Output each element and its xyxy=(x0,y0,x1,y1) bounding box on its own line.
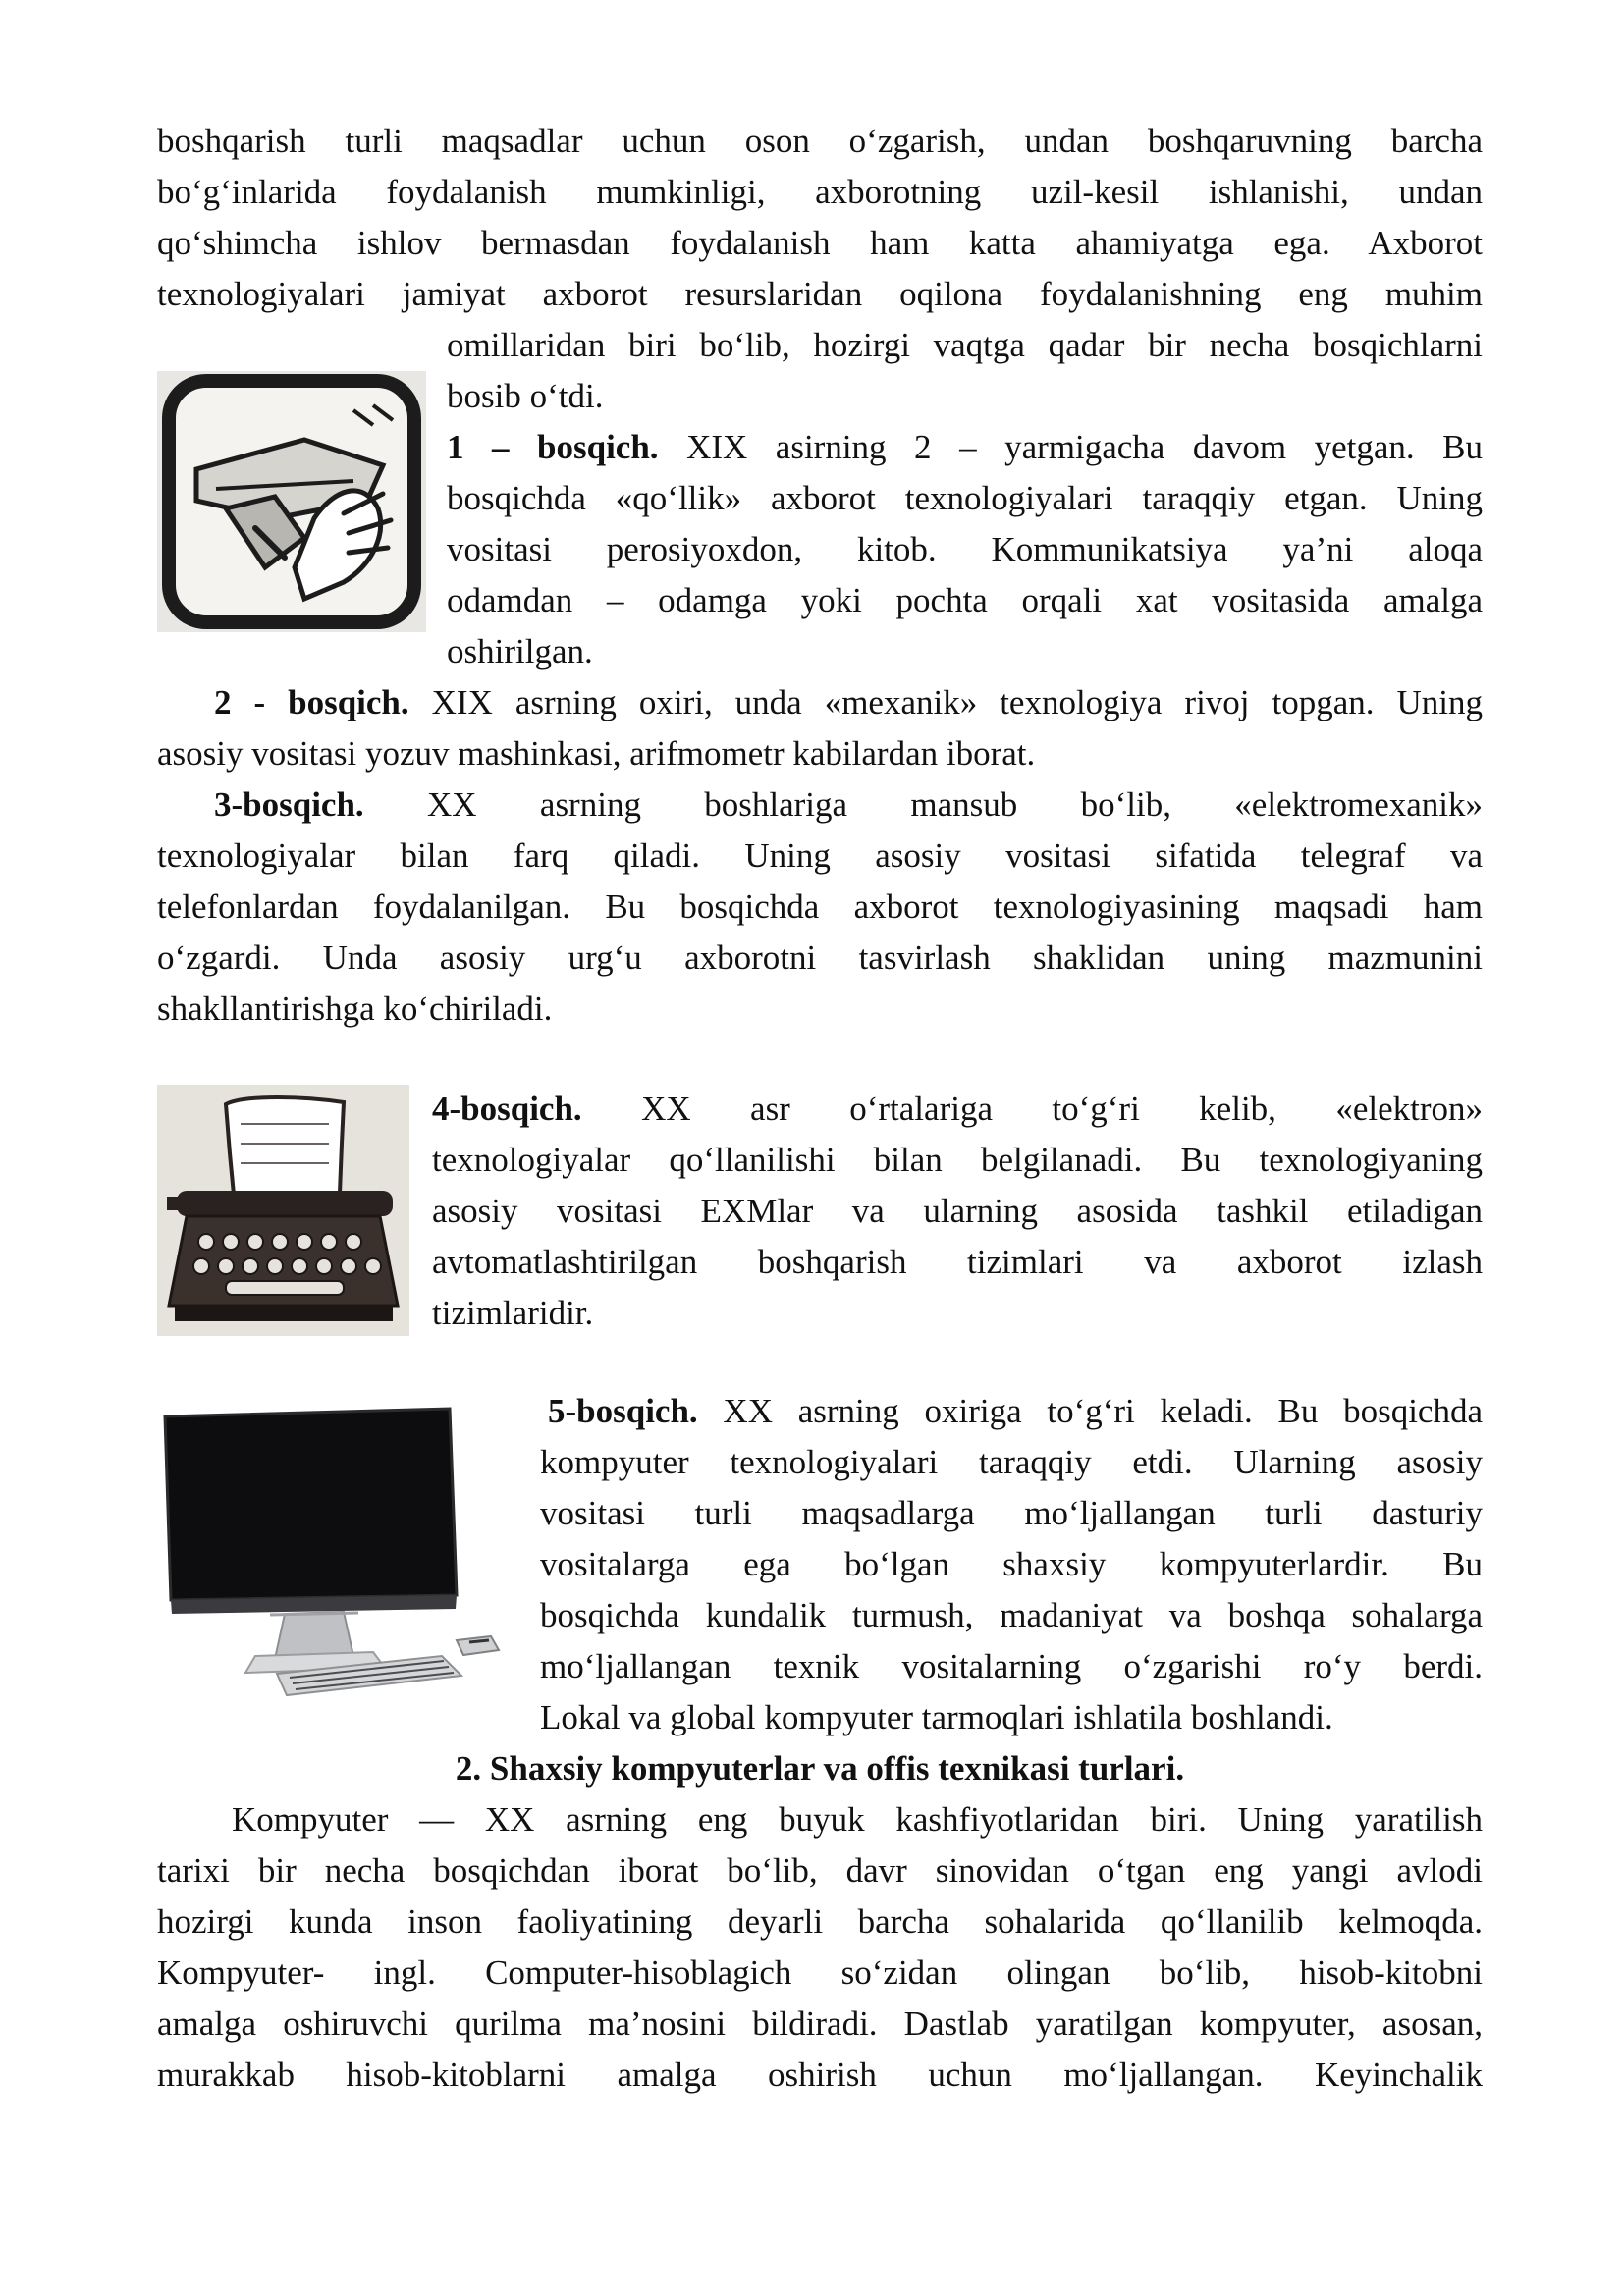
text-line: bosib o‘tdi. xyxy=(447,377,604,415)
text-line: texnologiyalar qo‘llanilishi bilan belgilanadi. Bu texnologiyaning xyxy=(432,1141,1483,1179)
text-line: amalga oshiruvchi qurilma ma’nosini bildiradi. Dastlab yaratilgan kompyuter, asosan, xyxy=(157,2004,1483,2043)
text-line: avtomatlashtirilgan boshqarish tizimlari va axborot izlash xyxy=(432,1243,1483,1281)
stage3-paragraph xyxy=(157,779,1483,1035)
text-line: vositalarga ega bo‘lgan shaxsiy kompyuterlardir. Bu xyxy=(540,1545,1483,1583)
stage4-paragraph xyxy=(432,1084,1483,1339)
stage5-label: 5-bosqich. xyxy=(548,1392,698,1430)
text-line: tarixi bir necha bosqichdan iborat bo‘lib, davr sinovidan o‘tgan eng yangi avlodi xyxy=(157,1851,1483,1890)
text-line: bosqichda kundalik turmush, madaniyat va boshqa sohalarga xyxy=(540,1596,1483,1634)
text-line: texnologiyalari jamiyat axborot resurslaridan oqilona foydalanishning eng muhim xyxy=(157,275,1483,313)
stage5-text: XX asrning oxiriga to‘g‘ri keladi. Bu bosqichda xyxy=(697,1392,1483,1430)
text-line: kompyuter texnologiyalari taraqqiy etdi. Ularning asosiy xyxy=(540,1443,1483,1481)
text-line: boshqarish turli maqsadlar uchun oson o‘zgarish, undan boshqaruvning barcha xyxy=(157,122,1483,160)
text-line: hozirgi kunda inson faoliyatining deyarli barcha sohalarida qo‘llanilib kelmoqda. xyxy=(157,1902,1483,1941)
text-line: omillaridan biri bo‘lib, hozirgi vaqtga qadar bir necha bosqichlarni xyxy=(447,326,1483,364)
text-line: Lokal va global kompyuter tarmoqlari ishlatila boshlandi. xyxy=(540,1698,1333,1736)
stage4-text: XX asr o‘rtalariga to‘g‘ri kelib, «elektron» xyxy=(581,1090,1483,1128)
text-line: Kompyuter- ingl. Computer-hisoblagich so‘zidan olingan bo‘lib, hisob-kitobni xyxy=(157,1953,1483,1992)
text-line: Kompyuter — XX asrning eng buyuk kashfiyotlaridan biri. Uning yaratilish xyxy=(232,1800,1483,1839)
text-line: murakkab hisob-kitoblarni amalga oshirish uchun mo‘ljallangan. Keyinchalik xyxy=(157,2056,1483,2094)
text-line: vositasi perosiyoxdon, kitob. Kommunikatsiya ya’ni aloqa xyxy=(447,530,1483,568)
text-line: vositasi turli maqsadlarga mo‘ljallangan turli dasturiy xyxy=(540,1494,1483,1532)
stage1-text: XIX asirning 2 – yarmigacha davom yetgan. Bu xyxy=(658,428,1484,466)
text-line: qo‘shimcha ishlov bermasdan foydalanish ham katta ahamiyatga ega. Axborot xyxy=(157,224,1483,262)
typewriter-icon xyxy=(157,1085,409,1336)
text-line: o‘zgardi. Unda asosiy urg‘u axborotni tasvirlash shaklidan uning mazmunini xyxy=(157,938,1483,977)
final-paragraph xyxy=(157,1794,1483,2101)
desktop-computer-icon xyxy=(157,1399,515,1703)
text-line: mo‘ljallangan texnik vositalarning o‘zgarishi ro‘y berdi. xyxy=(540,1647,1483,1685)
text-line: oshirilgan. xyxy=(447,632,593,670)
text-line: bosqichda «qo‘llik» axborot texnologiyalari taraqqiy etgan. Uning xyxy=(447,479,1483,517)
intro-paragraph xyxy=(157,116,1483,320)
text-line: texnologiyalar bilan farq qiladi. Uning asosiy vositasi sifatida telegraf va xyxy=(157,836,1483,875)
text-line: bo‘g‘inlarida foydalanish mumkinligi, axborotning uzil-kesil ishlanishi, undan xyxy=(157,173,1483,211)
text-line: asosiy vositasi EXMlar va ularning asosida tashkil etiladigan xyxy=(432,1192,1483,1230)
text-line: tizimlaridir. xyxy=(432,1294,594,1332)
stage1-paragraph xyxy=(447,422,1483,677)
stage3-label: 3-bosqich. xyxy=(214,785,364,824)
stage2-paragraph xyxy=(157,677,1483,779)
text-line: asosiy vositasi yozuv mashinkasi, arifmometr kabilardan iborat. xyxy=(157,734,1036,773)
text-line: shakllantirishga ko‘chiriladi. xyxy=(157,989,553,1028)
stage2-label: 2 - bosqich. xyxy=(214,683,409,721)
section-heading: 2. Shaxsiy kompyuterlar va offis texnikasi turlari. xyxy=(455,1749,1185,1788)
stage5-paragraph xyxy=(540,1386,1483,1743)
intro-continuation xyxy=(447,320,1483,422)
stage1-label: 1 – bosqich. xyxy=(447,428,659,466)
hand-writing-icon xyxy=(157,371,426,632)
stage4-label: 4-bosqich. xyxy=(432,1090,582,1128)
text-line: telefonlardan foydalanilgan. Bu bosqichda axborot texnologiyasining maqsadi ham xyxy=(157,887,1483,926)
stage2-text: XIX asrning oxiri, unda «mexanik» texnologiya rivoj topgan. Uning xyxy=(408,683,1483,721)
text-line: odamdan – odamga yoki pochta orqali xat vositasida amalga xyxy=(447,581,1483,619)
stage3-text: XX asrning boshlariga mansub bo‘lib, «elektromexanik» xyxy=(363,785,1483,824)
